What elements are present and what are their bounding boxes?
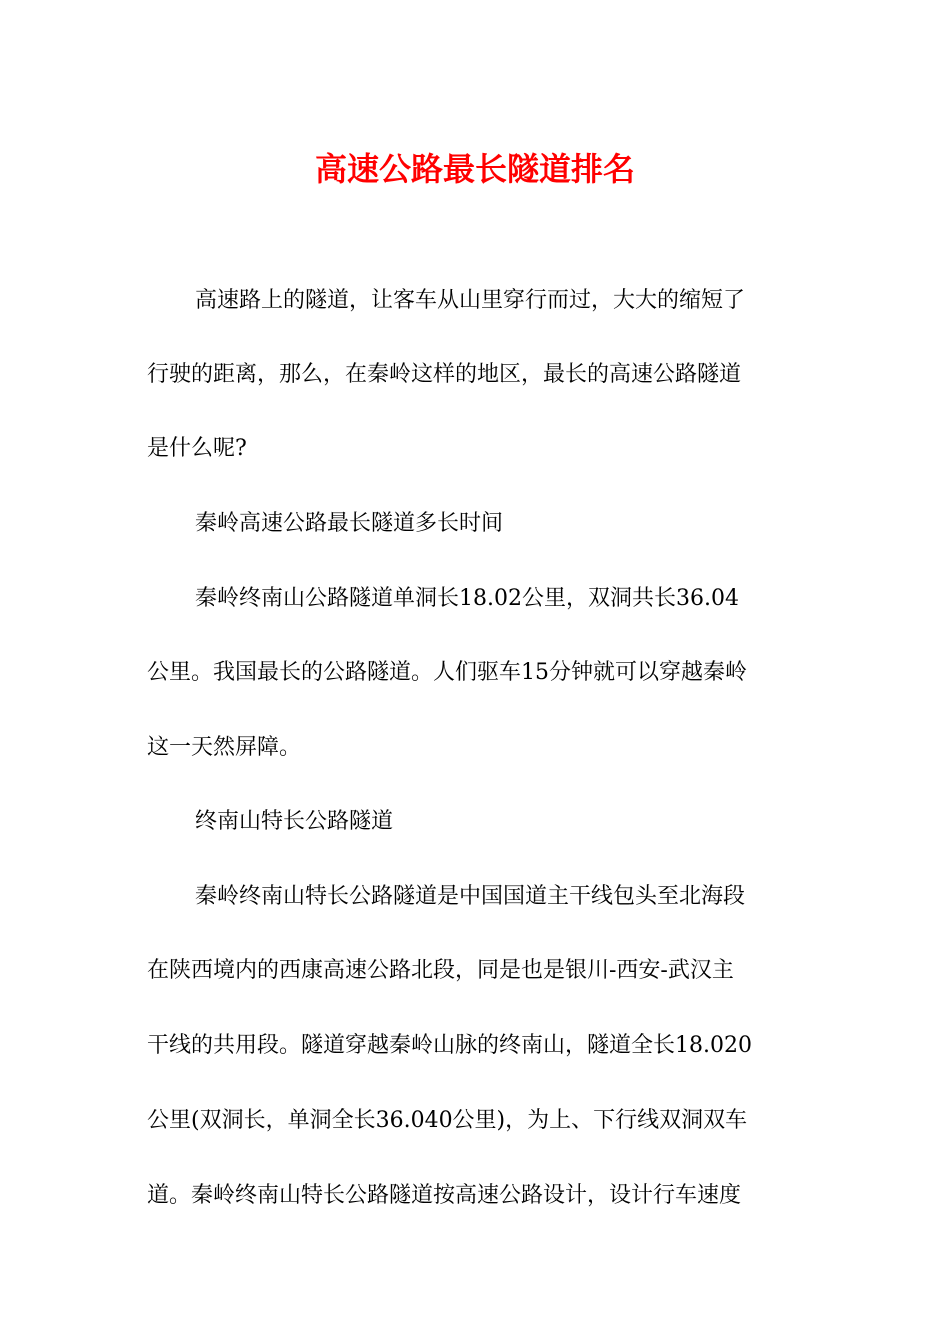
paragraph-line: 高速路上的隧道，让客车从山里穿行而过，大大的缩短了 (195, 288, 746, 313)
paragraph-line: 行驶的距离，那么，在秦岭这样的地区，最长的高速公路隧道 (147, 362, 742, 387)
paragraph-line: 公里。我国最长的公路隧道。人们驱车15分钟就可以穿越秦岭 (147, 660, 747, 685)
paragraph-line: 是什么呢? (147, 436, 247, 461)
paragraph-line: 公里(双洞长，单洞全长36.040公里)，为上、下行线双洞双车 (147, 1108, 748, 1133)
document-title: 高速公路最长隧道排名 (314, 150, 635, 188)
section-heading: 终南山特长公路隧道 (195, 809, 394, 834)
paragraph-line: 秦岭终南山特长公路隧道是中国国道主干线包头至北海段 (195, 884, 746, 909)
paragraph-line: 道。秦岭终南山特长公路隧道按高速公路设计，设计行车速度 (147, 1183, 742, 1208)
paragraph-line: 在陕西境内的西康高速公路北段，同是也是银川-西安-武汉主 (147, 958, 734, 983)
paragraph-line: 秦岭终南山公路隧道单洞长18.02公里，双洞共长36.04 (195, 586, 739, 611)
paragraph-line: 这一天然屏障。 (147, 735, 302, 760)
section-heading: 秦岭高速公路最长隧道多长时间 (195, 511, 504, 536)
paragraph-line: 干线的共用段。隧道穿越秦岭山脉的终南山，隧道全长18.020 (147, 1033, 752, 1058)
